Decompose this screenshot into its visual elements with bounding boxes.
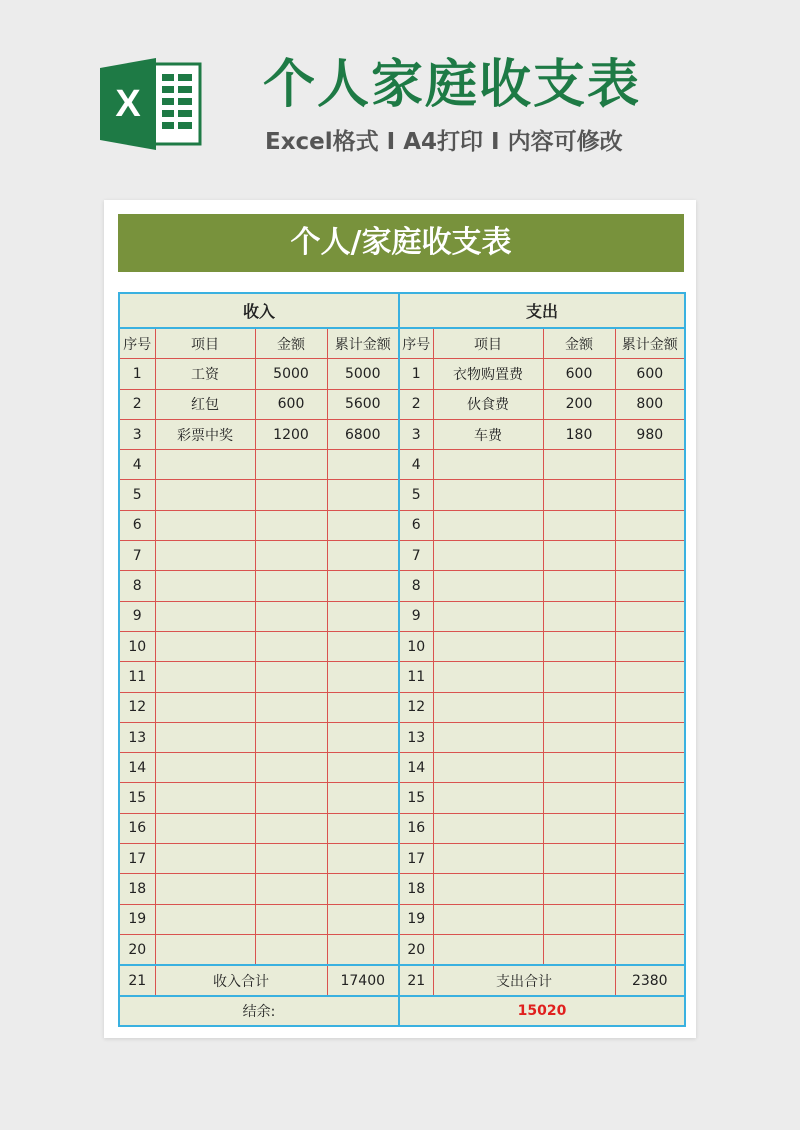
- expense-item-cell[interactable]: [433, 601, 543, 631]
- income-item-cell[interactable]: [155, 844, 255, 874]
- table-row: [119, 480, 685, 510]
- row-number[interactable]: 8: [119, 571, 155, 601]
- row-number[interactable]: 17: [119, 844, 155, 874]
- income-cumulative-cell[interactable]: [327, 480, 399, 510]
- row-number[interactable]: 14: [399, 753, 433, 783]
- row-number[interactable]: 4: [119, 450, 155, 480]
- income-amount-cell[interactable]: [255, 631, 327, 661]
- income-cumulative-cell[interactable]: [327, 692, 399, 722]
- table-row: [119, 359, 685, 389]
- expense-total-value[interactable]: 2380: [615, 965, 685, 996]
- excel-logo-icon: [100, 58, 204, 150]
- income-amount-cell[interactable]: [255, 480, 327, 510]
- expense-item-cell[interactable]: 衣物购置费: [433, 359, 543, 389]
- row-number[interactable]: 5: [119, 480, 155, 510]
- expense-amount-cell[interactable]: [543, 662, 615, 692]
- expense-amount-cell[interactable]: [543, 450, 615, 480]
- income-item-cell[interactable]: [155, 722, 255, 752]
- col-header-no: 序号: [399, 328, 433, 359]
- row-number[interactable]: 18: [399, 874, 433, 904]
- col-header-item: 项目: [433, 328, 543, 359]
- expense-amount-cell[interactable]: [543, 813, 615, 843]
- row-number[interactable]: 3: [119, 419, 155, 449]
- expense-item-cell[interactable]: [433, 874, 543, 904]
- expense-amount-cell[interactable]: [543, 874, 615, 904]
- income-amount-cell[interactable]: [255, 753, 327, 783]
- expense-cumulative-cell[interactable]: [615, 480, 685, 510]
- income-amount-cell[interactable]: [255, 904, 327, 934]
- expense-section-title: 支出: [399, 293, 685, 328]
- income-item-cell[interactable]: [155, 541, 255, 571]
- row-number[interactable]: 9: [399, 601, 433, 631]
- income-amount-cell[interactable]: [255, 783, 327, 813]
- income-item-cell[interactable]: [155, 813, 255, 843]
- income-item-cell[interactable]: [155, 450, 255, 480]
- table-row: [119, 510, 685, 540]
- total-no[interactable]: 21: [399, 965, 433, 996]
- row-number[interactable]: 14: [119, 753, 155, 783]
- table-row: [119, 692, 685, 722]
- income-amount-cell[interactable]: [255, 844, 327, 874]
- logo-letter: X: [115, 83, 141, 125]
- income-cumulative-cell[interactable]: [327, 753, 399, 783]
- expense-amount-cell[interactable]: [543, 844, 615, 874]
- expense-item-cell[interactable]: [433, 692, 543, 722]
- col-header-amount: 金额: [255, 328, 327, 359]
- row-number[interactable]: 12: [399, 692, 433, 722]
- expense-item-cell[interactable]: [433, 541, 543, 571]
- income-amount-cell[interactable]: [255, 510, 327, 540]
- income-item-cell[interactable]: 工资: [155, 359, 255, 389]
- expense-item-cell[interactable]: [433, 571, 543, 601]
- expense-amount-cell[interactable]: [543, 934, 615, 965]
- expense-cumulative-cell[interactable]: [615, 662, 685, 692]
- row-number[interactable]: 20: [399, 934, 433, 965]
- income-amount-cell[interactable]: 1200: [255, 419, 327, 449]
- income-amount-cell[interactable]: [255, 722, 327, 752]
- sheet-card: [104, 200, 696, 1038]
- row-number[interactable]: 6: [399, 510, 433, 540]
- table-row: [119, 722, 685, 752]
- income-amount-cell[interactable]: 5000: [255, 359, 327, 389]
- row-number[interactable]: 2: [119, 389, 155, 419]
- expense-cumulative-cell[interactable]: [615, 904, 685, 934]
- income-section-title: 收入: [119, 293, 399, 328]
- income-total-label[interactable]: 收入合计: [155, 965, 327, 996]
- income-item-cell[interactable]: [155, 874, 255, 904]
- row-number[interactable]: 16: [399, 813, 433, 843]
- row-number[interactable]: 19: [119, 904, 155, 934]
- income-cumulative-cell[interactable]: [327, 934, 399, 965]
- income-cumulative-cell[interactable]: 5000: [327, 359, 399, 389]
- expense-cumulative-cell[interactable]: 600: [615, 359, 685, 389]
- expense-cumulative-cell[interactable]: 800: [615, 389, 685, 419]
- expense-amount-cell[interactable]: [543, 692, 615, 722]
- income-cumulative-cell[interactable]: [327, 601, 399, 631]
- expense-amount-cell[interactable]: [543, 480, 615, 510]
- income-cumulative-cell[interactable]: [327, 631, 399, 661]
- income-amount-cell[interactable]: 600: [255, 389, 327, 419]
- expense-item-cell[interactable]: [433, 722, 543, 752]
- table-row: [119, 601, 685, 631]
- table-row: [119, 541, 685, 571]
- row-number[interactable]: 11: [119, 662, 155, 692]
- expense-amount-cell[interactable]: 600: [543, 359, 615, 389]
- expense-cumulative-cell[interactable]: [615, 631, 685, 661]
- expense-item-cell[interactable]: [433, 934, 543, 965]
- expense-amount-cell[interactable]: [543, 571, 615, 601]
- row-number[interactable]: 15: [119, 783, 155, 813]
- income-amount-cell[interactable]: [255, 692, 327, 722]
- table-row: [119, 662, 685, 692]
- row-number[interactable]: 3: [399, 419, 433, 449]
- table-row: [119, 571, 685, 601]
- income-amount-cell[interactable]: [255, 571, 327, 601]
- income-amount-cell[interactable]: [255, 541, 327, 571]
- expense-cumulative-cell[interactable]: [615, 934, 685, 965]
- income-cumulative-cell[interactable]: [327, 783, 399, 813]
- row-number[interactable]: 10: [119, 631, 155, 661]
- income-amount-cell[interactable]: [255, 662, 327, 692]
- balance-label[interactable]: 结余:: [119, 996, 399, 1026]
- row-number[interactable]: 12: [119, 692, 155, 722]
- table-row: [119, 419, 685, 449]
- table-row: [119, 389, 685, 419]
- table-row: [119, 874, 685, 904]
- expense-cumulative-cell[interactable]: [615, 874, 685, 904]
- table-row: [119, 631, 685, 661]
- income-cumulative-cell[interactable]: [327, 571, 399, 601]
- income-total-value[interactable]: 17400: [327, 965, 399, 996]
- expense-cumulative-cell[interactable]: [615, 783, 685, 813]
- income-item-cell[interactable]: [155, 934, 255, 965]
- income-item-cell[interactable]: [155, 753, 255, 783]
- row-number[interactable]: 9: [119, 601, 155, 631]
- income-item-cell[interactable]: 红包: [155, 389, 255, 419]
- expense-amount-cell[interactable]: [543, 510, 615, 540]
- row-number[interactable]: 5: [399, 480, 433, 510]
- table-row: [119, 904, 685, 934]
- col-header-cumulative: 累计金额: [327, 328, 399, 359]
- income-item-cell[interactable]: [155, 783, 255, 813]
- expense-item-cell[interactable]: [433, 450, 543, 480]
- expense-item-cell[interactable]: [433, 783, 543, 813]
- expense-cumulative-cell[interactable]: [615, 450, 685, 480]
- income-amount-cell[interactable]: [255, 813, 327, 843]
- total-no[interactable]: 21: [119, 965, 155, 996]
- table-row: [119, 450, 685, 480]
- expense-item-cell[interactable]: [433, 480, 543, 510]
- row-number[interactable]: 7: [119, 541, 155, 571]
- expense-cumulative-cell[interactable]: 980: [615, 419, 685, 449]
- expense-cumulative-cell[interactable]: [615, 510, 685, 540]
- income-cumulative-cell[interactable]: [327, 874, 399, 904]
- income-cumulative-cell[interactable]: [327, 722, 399, 752]
- table-row: [119, 783, 685, 813]
- expense-item-cell[interactable]: [433, 753, 543, 783]
- income-cumulative-cell[interactable]: [327, 662, 399, 692]
- page-subtitle: Excel格式 Ⅰ A4打印 Ⅰ 内容可修改: [265, 129, 623, 155]
- row-number[interactable]: 16: [119, 813, 155, 843]
- page-title: 个人家庭收支表: [263, 55, 642, 115]
- expense-amount-cell[interactable]: 200: [543, 389, 615, 419]
- row-number[interactable]: 6: [119, 510, 155, 540]
- expense-amount-cell[interactable]: [543, 631, 615, 661]
- income-cumulative-cell[interactable]: 5600: [327, 389, 399, 419]
- row-number[interactable]: 19: [399, 904, 433, 934]
- col-header-amount: 金额: [543, 328, 615, 359]
- expense-item-cell[interactable]: [433, 904, 543, 934]
- expense-item-cell[interactable]: [433, 844, 543, 874]
- income-cumulative-cell[interactable]: 6800: [327, 419, 399, 449]
- row-number[interactable]: 10: [399, 631, 433, 661]
- expense-item-cell[interactable]: [433, 813, 543, 843]
- income-item-cell[interactable]: [155, 662, 255, 692]
- expense-amount-cell[interactable]: [543, 541, 615, 571]
- row-number[interactable]: 8: [399, 571, 433, 601]
- total-row: [119, 965, 685, 996]
- expense-item-cell[interactable]: 车费: [433, 419, 543, 449]
- row-number[interactable]: 13: [119, 722, 155, 752]
- balance-row: [119, 996, 685, 1026]
- sheet-banner: 个人/家庭收支表: [118, 214, 684, 272]
- expense-cumulative-cell[interactable]: [615, 692, 685, 722]
- expense-amount-cell[interactable]: [543, 722, 615, 752]
- expense-cumulative-cell[interactable]: [615, 571, 685, 601]
- row-number[interactable]: 17: [399, 844, 433, 874]
- expense-cumulative-cell[interactable]: [615, 601, 685, 631]
- col-header-cumulative: 累计金额: [615, 328, 685, 359]
- income-amount-cell[interactable]: [255, 450, 327, 480]
- income-item-cell[interactable]: [155, 510, 255, 540]
- expense-cumulative-cell[interactable]: [615, 753, 685, 783]
- expense-amount-cell[interactable]: 180: [543, 419, 615, 449]
- income-amount-cell[interactable]: [255, 601, 327, 631]
- row-number[interactable]: 15: [399, 783, 433, 813]
- table-row: [119, 934, 685, 965]
- income-item-cell[interactable]: 彩票中奖: [155, 419, 255, 449]
- expense-amount-cell[interactable]: [543, 753, 615, 783]
- expense-item-cell[interactable]: [433, 631, 543, 661]
- row-number[interactable]: 1: [399, 359, 433, 389]
- table-row: [119, 844, 685, 874]
- income-item-cell[interactable]: [155, 601, 255, 631]
- row-number[interactable]: 11: [399, 662, 433, 692]
- expense-total-label[interactable]: 支出合计: [433, 965, 615, 996]
- col-header-item: 项目: [155, 328, 255, 359]
- income-item-cell[interactable]: [155, 692, 255, 722]
- expense-cumulative-cell[interactable]: [615, 722, 685, 752]
- income-cumulative-cell[interactable]: [327, 510, 399, 540]
- row-number[interactable]: 18: [119, 874, 155, 904]
- row-number[interactable]: 4: [399, 450, 433, 480]
- row-number[interactable]: 7: [399, 541, 433, 571]
- balance-value[interactable]: 15020: [399, 996, 685, 1026]
- row-number[interactable]: 13: [399, 722, 433, 752]
- row-number[interactable]: 2: [399, 389, 433, 419]
- income-item-cell[interactable]: [155, 631, 255, 661]
- income-amount-cell[interactable]: [255, 934, 327, 965]
- expense-cumulative-cell[interactable]: [615, 541, 685, 571]
- income-amount-cell[interactable]: [255, 874, 327, 904]
- col-header-no: 序号: [119, 328, 155, 359]
- income-item-cell[interactable]: [155, 904, 255, 934]
- expense-item-cell[interactable]: 伙食费: [433, 389, 543, 419]
- expense-amount-cell[interactable]: [543, 601, 615, 631]
- income-item-cell[interactable]: [155, 480, 255, 510]
- expense-item-cell[interactable]: [433, 510, 543, 540]
- expense-cumulative-cell[interactable]: [615, 813, 685, 843]
- income-cumulative-cell[interactable]: [327, 904, 399, 934]
- expense-amount-cell[interactable]: [543, 783, 615, 813]
- expense-item-cell[interactable]: [433, 662, 543, 692]
- row-number[interactable]: 20: [119, 934, 155, 965]
- expense-cumulative-cell[interactable]: [615, 844, 685, 874]
- income-cumulative-cell[interactable]: [327, 813, 399, 843]
- income-cumulative-cell[interactable]: [327, 541, 399, 571]
- income-cumulative-cell[interactable]: [327, 844, 399, 874]
- table-row: [119, 753, 685, 783]
- income-cumulative-cell[interactable]: [327, 450, 399, 480]
- income-item-cell[interactable]: [155, 571, 255, 601]
- expense-amount-cell[interactable]: [543, 904, 615, 934]
- income-expense-table: [118, 292, 686, 1027]
- table-row: [119, 813, 685, 843]
- row-number[interactable]: 1: [119, 359, 155, 389]
